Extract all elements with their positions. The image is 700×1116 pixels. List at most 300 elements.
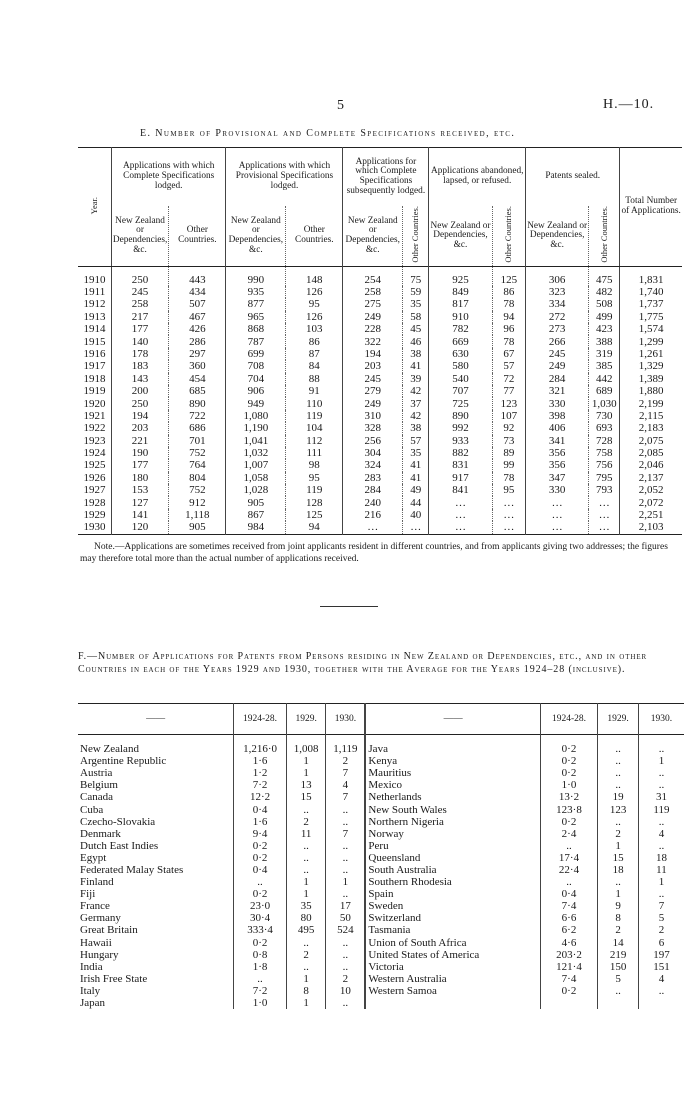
- other-header: Other Countries.: [503, 206, 514, 263]
- value-cell: 935: [226, 286, 286, 298]
- value-cell: 669: [429, 335, 492, 347]
- value-cell: 321: [526, 385, 589, 397]
- value-cell: 306: [526, 267, 589, 286]
- value-cell: 1,041: [226, 435, 286, 447]
- country-cell: Union of South Africa: [365, 937, 540, 949]
- value-cell: 180: [111, 472, 168, 484]
- value-cell: 699: [226, 348, 286, 360]
- value-cell: 752: [169, 484, 226, 496]
- value-cell: 17: [326, 900, 366, 912]
- value-cell: 284: [343, 484, 403, 496]
- value-cell: ..: [326, 997, 366, 1009]
- table-row: [78, 484, 682, 496]
- value-cell: 704: [226, 373, 286, 385]
- value-cell: …: [589, 509, 620, 521]
- country-cell: Peru: [365, 840, 540, 852]
- table-row: [78, 472, 682, 484]
- table-f: [78, 703, 684, 1009]
- table-row: [78, 755, 684, 767]
- value-cell: 795: [589, 472, 620, 484]
- value-cell: 38: [403, 348, 429, 360]
- value-cell: ..: [598, 755, 639, 767]
- value-cell: 119: [638, 803, 684, 815]
- country-cell: Southern Rhodesia: [365, 876, 540, 888]
- year-header: Year.: [88, 196, 99, 214]
- value-cell: 58: [403, 311, 429, 323]
- value-cell: 1·6: [234, 755, 287, 767]
- value-cell: 0·2: [234, 840, 287, 852]
- value-cell: ..: [638, 779, 684, 791]
- table-row: [78, 447, 682, 459]
- value-cell: 406: [526, 422, 589, 434]
- table-row: [78, 323, 682, 335]
- col-header-1930: 1930.: [326, 704, 366, 735]
- group-header-abandoned: Applications abandoned, lapsed, or refused.: [429, 148, 526, 207]
- value-cell: 347: [526, 472, 589, 484]
- table-row: [78, 779, 684, 791]
- value-cell: 580: [429, 360, 492, 372]
- col-header-1930: 1930.: [638, 704, 684, 735]
- value-cell: 75: [403, 267, 429, 286]
- value-cell: 426: [169, 323, 226, 335]
- value-cell: 50: [326, 912, 366, 924]
- value-cell: ..: [326, 864, 366, 876]
- value-cell: 328: [343, 422, 403, 434]
- country-cell: Japan: [80, 997, 106, 1010]
- value-cell: 41: [403, 360, 429, 372]
- value-cell: 78: [492, 298, 525, 310]
- country-cell: Tasmania: [365, 924, 540, 936]
- table-row: [78, 985, 684, 997]
- value-cell: 87: [286, 348, 343, 360]
- value-cell: 454: [169, 373, 226, 385]
- value-cell: 4: [638, 828, 684, 840]
- year-cell: 1917: [83, 360, 106, 373]
- value-cell: 107: [492, 410, 525, 422]
- document-reference: H.—10.: [603, 97, 655, 112]
- value-cell: 78: [492, 335, 525, 347]
- year-cell: 1915: [83, 335, 106, 348]
- value-cell: 203: [111, 422, 168, 434]
- value-cell: 758: [589, 447, 620, 459]
- value-cell: 177: [111, 459, 168, 471]
- value-cell: ..: [326, 961, 366, 973]
- value-cell: 22·4: [540, 864, 597, 876]
- value-cell: 151: [638, 961, 684, 973]
- value-cell: …: [492, 496, 525, 508]
- value-cell: ..: [326, 949, 366, 961]
- value-cell: 0·2: [540, 985, 597, 997]
- value-cell: 910: [429, 311, 492, 323]
- blank-header: ——: [146, 714, 166, 724]
- value-cell: 104: [286, 422, 343, 434]
- value-cell: 1·2: [234, 767, 287, 779]
- value-cell: 6: [638, 937, 684, 949]
- year-cell: 1920: [83, 397, 106, 410]
- blank-header: ——: [365, 704, 540, 735]
- country-cell: Sweden: [365, 900, 540, 912]
- country-cell: Italy: [80, 984, 101, 997]
- nz-header: New Zealand or Dependencies, &c.: [429, 206, 492, 267]
- value-cell: 905: [169, 521, 226, 534]
- value-cell: 78: [492, 472, 525, 484]
- value-cell: 7·4: [540, 900, 597, 912]
- country-cell: Germany: [80, 912, 121, 925]
- value-cell: 933: [429, 435, 492, 447]
- other-header: Other Countries.: [410, 206, 421, 263]
- table-row: [78, 735, 684, 756]
- value-cell: …: [492, 509, 525, 521]
- value-cell: 111: [286, 447, 343, 459]
- value-cell: 219: [598, 949, 639, 961]
- value-cell: 18: [638, 852, 684, 864]
- value-cell: 80: [286, 912, 326, 924]
- value-cell: 0·2: [540, 816, 597, 828]
- value-cell: 334: [526, 298, 589, 310]
- value-cell: 965: [226, 311, 286, 323]
- value-cell: 831: [429, 459, 492, 471]
- value-cell: ..: [638, 985, 684, 997]
- value-cell: 18: [598, 864, 639, 876]
- value-cell: 98: [286, 459, 343, 471]
- value-cell: 96: [492, 323, 525, 335]
- table-row: [78, 521, 682, 534]
- value-cell: 1,216·0: [234, 735, 287, 756]
- value-cell: 2: [598, 828, 639, 840]
- value-cell: …: [526, 521, 589, 534]
- value-cell: 7: [326, 767, 366, 779]
- value-cell: 507: [169, 298, 226, 310]
- value-cell: 4: [326, 779, 366, 791]
- country-cell: Switzerland: [365, 912, 540, 924]
- value-cell: 324: [343, 459, 403, 471]
- value-cell: 120: [111, 521, 168, 534]
- value-cell: …: [526, 496, 589, 508]
- table-row: [78, 767, 684, 779]
- value-cell: 119: [286, 484, 343, 496]
- value-cell: 216: [343, 509, 403, 521]
- value-cell: ..: [326, 852, 366, 864]
- value-cell: 121·4: [540, 961, 597, 973]
- value-cell: 1,007: [226, 459, 286, 471]
- table-row: [78, 961, 684, 973]
- value-cell: 2: [638, 924, 684, 936]
- value-cell: 7·2: [234, 779, 287, 791]
- value-cell: 1,080: [226, 410, 286, 422]
- value-cell: 4: [638, 973, 684, 985]
- other-header: Other Countries.: [169, 206, 226, 267]
- country-cell: Austria: [80, 767, 113, 780]
- value-cell: 1: [286, 888, 326, 900]
- value-cell: 143: [111, 373, 168, 385]
- country-cell: India: [80, 960, 103, 973]
- country-cell: Hungary: [80, 948, 119, 961]
- year-cell: 1922: [83, 422, 106, 435]
- country-cell: Fiji: [80, 888, 96, 901]
- value-cell: 95: [286, 298, 343, 310]
- value-cell: 5: [598, 973, 639, 985]
- value-cell: …: [403, 521, 429, 534]
- value-cell: 0·4: [540, 888, 597, 900]
- value-cell: 284: [526, 373, 589, 385]
- value-cell: 123: [492, 397, 525, 409]
- table-row: [78, 286, 682, 298]
- value-cell: 256: [343, 435, 403, 447]
- value-cell: 275: [343, 298, 403, 310]
- country-cell: Denmark: [80, 827, 121, 840]
- value-cell: 127: [111, 496, 168, 508]
- table-row: [78, 997, 684, 1009]
- value-cell: ..: [598, 779, 639, 791]
- value-cell: 12·2: [234, 791, 287, 803]
- country-cell: Irish Free State: [80, 972, 148, 985]
- table-row: [78, 973, 684, 985]
- table-row: [78, 912, 684, 924]
- value-cell: …: [589, 521, 620, 534]
- value-cell: 356: [526, 447, 589, 459]
- value-cell: 126: [286, 286, 343, 298]
- value-cell: 1·8: [234, 961, 287, 973]
- page-number: 5: [337, 98, 344, 113]
- value-cell: 183: [111, 360, 168, 372]
- country-cell: Java: [365, 735, 540, 756]
- value-cell: 630: [429, 348, 492, 360]
- value-cell: 1: [638, 755, 684, 767]
- value-cell: ..: [638, 767, 684, 779]
- value-cell: 38: [403, 422, 429, 434]
- value-cell: 42: [403, 385, 429, 397]
- value-cell: 1·0: [540, 779, 597, 791]
- value-cell: 125: [492, 267, 525, 286]
- table-row: [78, 876, 684, 888]
- country-cell: Belgium: [80, 779, 118, 792]
- value-cell: ..: [638, 840, 684, 852]
- country-cell: Kenya: [365, 755, 540, 767]
- value-cell: 89: [492, 447, 525, 459]
- value-cell: 388: [589, 335, 620, 347]
- value-cell: 1,119: [326, 735, 366, 756]
- value-cell: 356: [526, 459, 589, 471]
- value-cell: 707: [429, 385, 492, 397]
- value-cell: 9·4: [234, 828, 287, 840]
- table-row: [78, 509, 682, 521]
- value-cell: 0·2: [234, 937, 287, 949]
- table-row: [78, 852, 684, 864]
- value-cell: 5: [638, 912, 684, 924]
- value-cell: 1,737: [620, 298, 682, 310]
- nz-header: New Zealand or Dependencies, &c.: [526, 206, 589, 267]
- value-cell: 9: [598, 900, 639, 912]
- table-row: [78, 496, 682, 508]
- value-cell: 15: [286, 791, 326, 803]
- value-cell: 2,183: [620, 422, 682, 434]
- value-cell: 240: [343, 496, 403, 508]
- value-cell: 57: [492, 360, 525, 372]
- value-cell: 6·6: [540, 912, 597, 924]
- table-row: [78, 360, 682, 372]
- value-cell: 0·8: [234, 949, 287, 961]
- value-cell: 728: [589, 435, 620, 447]
- value-cell: 322: [343, 335, 403, 347]
- value-cell: 2,103: [620, 521, 682, 534]
- value-cell: 200: [111, 385, 168, 397]
- value-cell: 385: [589, 360, 620, 372]
- value-cell: 1: [638, 876, 684, 888]
- value-cell: 2,046: [620, 459, 682, 471]
- table-f-title: F.—Number of Applications for Patents from Persons residing in New Zealand or Dependencies, etc., and in other Countries in each of the Years 1929 and 1930, together with the Average for the Years 1924–28 (inclusive).: [78, 651, 648, 675]
- value-cell: 39: [403, 373, 429, 385]
- table-row: [78, 298, 682, 310]
- value-cell: 868: [226, 323, 286, 335]
- table-row: [78, 435, 682, 447]
- value-cell: 882: [429, 447, 492, 459]
- country-cell: Great Britain: [80, 924, 138, 937]
- value-cell: 756: [589, 459, 620, 471]
- table-e-note: Note.—Applications are sometimes received from joint applicants resident in different countries, and from applicants giving two addresses; the figures may therefore total more than the actual number of applications received.: [80, 542, 668, 564]
- value-cell: 0·4: [234, 864, 287, 876]
- value-cell: 730: [589, 410, 620, 422]
- value-cell: 398: [526, 410, 589, 422]
- value-cell: 91: [286, 385, 343, 397]
- value-cell: 178: [111, 348, 168, 360]
- year-cell: 1925: [83, 459, 106, 472]
- year-cell: 1912: [83, 298, 106, 311]
- country-cell: France: [80, 900, 110, 913]
- value-cell: 297: [169, 348, 226, 360]
- value-cell: 194: [111, 410, 168, 422]
- year-cell: 1926: [83, 471, 106, 484]
- value-cell: 949: [226, 397, 286, 409]
- country-cell: Canada: [80, 791, 113, 804]
- value-cell: 95: [492, 484, 525, 496]
- value-cell: 849: [429, 286, 492, 298]
- value-cell: 890: [429, 410, 492, 422]
- country-cell: South Australia: [365, 864, 540, 876]
- value-cell: 341: [526, 435, 589, 447]
- value-cell: ..: [638, 888, 684, 900]
- value-cell: 13: [286, 779, 326, 791]
- value-cell: 7·4: [540, 973, 597, 985]
- value-cell: 1,775: [620, 311, 682, 323]
- table-row: [78, 828, 684, 840]
- value-cell: 2,072: [620, 496, 682, 508]
- value-cell: 1,190: [226, 422, 286, 434]
- value-cell: 2: [326, 755, 366, 767]
- table-row: [78, 888, 684, 900]
- value-cell: 95: [286, 472, 343, 484]
- value-cell: 2,052: [620, 484, 682, 496]
- value-cell: …: [429, 521, 492, 534]
- value-cell: ..: [638, 816, 684, 828]
- value-cell: 40: [403, 509, 429, 521]
- value-cell: 1: [286, 997, 326, 1009]
- value-cell: 35: [403, 447, 429, 459]
- year-cell: 1919: [83, 385, 106, 398]
- year-cell: 1916: [83, 347, 106, 360]
- country-cell: Czecho-Slovakia: [80, 815, 156, 828]
- value-cell: 905: [226, 496, 286, 508]
- value-cell: ..: [326, 803, 366, 815]
- other-header: Other Countries.: [286, 206, 343, 267]
- value-cell: …: [429, 509, 492, 521]
- country-cell: Norway: [365, 828, 540, 840]
- value-cell: 4·6: [540, 937, 597, 949]
- table-row: [78, 791, 684, 803]
- year-cell: 1930: [83, 521, 106, 534]
- value-cell: 330: [526, 397, 589, 409]
- year-cell: 1928: [83, 496, 106, 509]
- value-cell: …: [526, 509, 589, 521]
- country-cell: Queensland: [365, 852, 540, 864]
- value-cell: ..: [598, 735, 639, 756]
- value-cell: ..: [326, 840, 366, 852]
- value-cell: 782: [429, 323, 492, 335]
- value-cell: 11: [286, 828, 326, 840]
- table-row: [78, 840, 684, 852]
- value-cell: ..: [234, 973, 287, 985]
- value-cell: 153: [111, 484, 168, 496]
- value-cell: …: [492, 521, 525, 534]
- table-row: [78, 335, 682, 347]
- value-cell: 1: [286, 876, 326, 888]
- value-cell: 177: [111, 323, 168, 335]
- value-cell: 194: [343, 348, 403, 360]
- value-cell: 2,115: [620, 410, 682, 422]
- value-cell: 1,118: [169, 509, 226, 521]
- value-cell: 877: [226, 298, 286, 310]
- value-cell: 254: [343, 267, 403, 286]
- value-cell: 119: [286, 410, 343, 422]
- value-cell: 495: [286, 924, 326, 936]
- value-cell: 990: [226, 267, 286, 286]
- value-cell: 150: [598, 961, 639, 973]
- value-cell: 249: [343, 397, 403, 409]
- table-row: [78, 311, 682, 323]
- value-cell: 2,075: [620, 435, 682, 447]
- value-cell: 15: [598, 852, 639, 864]
- value-cell: 2,199: [620, 397, 682, 409]
- value-cell: 1,574: [620, 323, 682, 335]
- value-cell: 722: [169, 410, 226, 422]
- value-cell: 1,389: [620, 373, 682, 385]
- value-cell: 203·2: [540, 949, 597, 961]
- value-cell: 804: [169, 472, 226, 484]
- value-cell: ..: [326, 888, 366, 900]
- value-cell: 1,880: [620, 385, 682, 397]
- value-cell: 23·0: [234, 900, 287, 912]
- value-cell: 13·2: [540, 791, 597, 803]
- value-cell: 92: [492, 422, 525, 434]
- value-cell: 42: [403, 410, 429, 422]
- group-header-sealed: Patents sealed.: [526, 148, 620, 207]
- value-cell: 867: [226, 509, 286, 521]
- other-header: Other Countries.: [598, 206, 609, 263]
- value-cell: ..: [598, 767, 639, 779]
- value-cell: 0·2: [540, 735, 597, 756]
- value-cell: 203: [343, 360, 403, 372]
- value-cell: 46: [403, 335, 429, 347]
- year-cell: 1914: [83, 323, 106, 336]
- value-cell: 8: [286, 985, 326, 997]
- value-cell: 1·6: [234, 816, 287, 828]
- value-cell: 110: [286, 397, 343, 409]
- value-cell: 11: [638, 864, 684, 876]
- value-cell: 1: [286, 767, 326, 779]
- value-cell: ..: [234, 876, 287, 888]
- value-cell: 475: [589, 267, 620, 286]
- section-divider: [320, 606, 378, 607]
- value-cell: 1,299: [620, 335, 682, 347]
